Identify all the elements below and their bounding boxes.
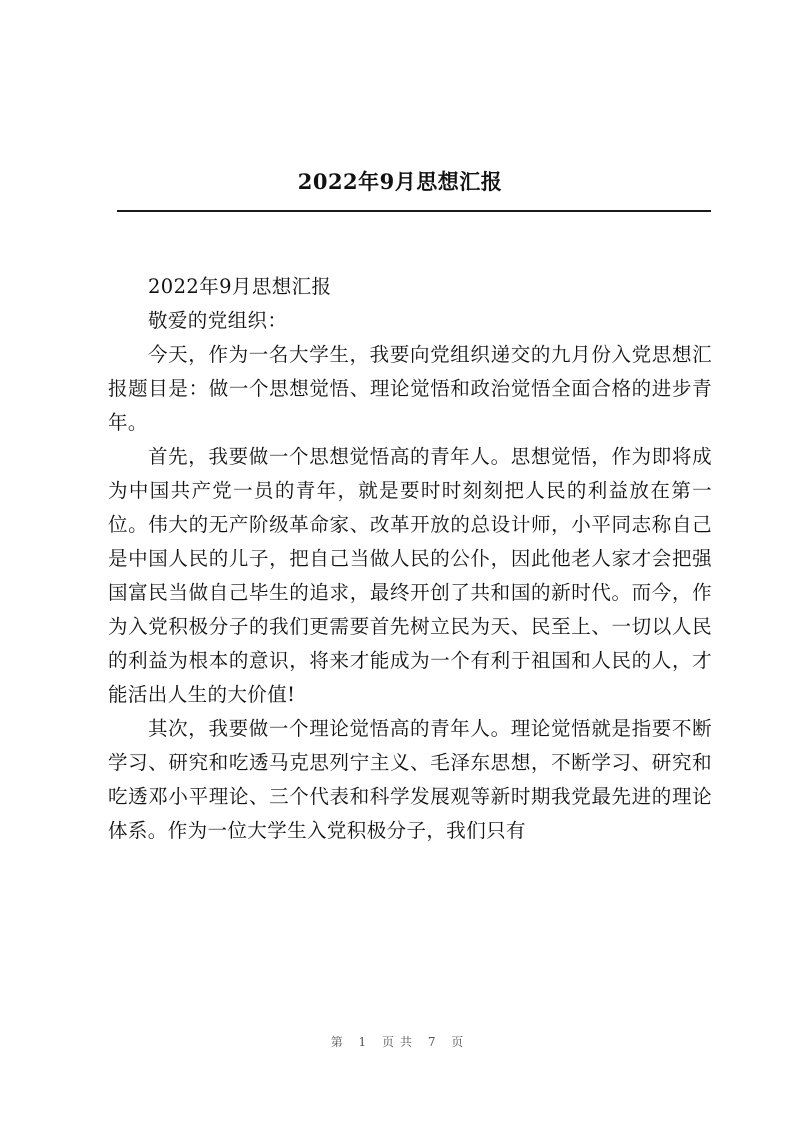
paragraph: 2022年9月思想汇报 bbox=[148, 275, 332, 298]
title-divider bbox=[117, 210, 711, 212]
paragraph: 其次，我要做一个理论觉悟高的青年人。理论觉悟就是指要不断学习、研究和吃透马克思列宁主义、毛泽东思想，不断学习、研究和吃透邓小平理论、三个代表和科学发展观等新时期我党最先进的理论体系。作为一位大学生入党积极分子，我们只有 bbox=[108, 717, 712, 842]
page-number-footer: 第 1 页共 7 页 bbox=[330, 1035, 470, 1049]
paragraph: 今天，作为一名大学生，我要向党组织递交的九月份入党思想汇报题目是：做一个思想觉悟、理论觉悟和政治觉悟全面合格的进步青年。 bbox=[108, 343, 712, 434]
paragraph: 首先，我要做一个思想觉悟高的青年人。思想觉悟，作为即将成为中国共产党一员的青年，就是要时时刻刻把人民的利益放在第一位。伟大的无产阶级革命家、改革开放的总设计师，小平同志称自己是中国人民的儿子，把自己当做人民的公仆，因此他老人家才会把强国富民当做自己毕生的追求，最终开创了共和国的新时代。而今，作为入党积极分子的我们更需要首先树立民为天、民至上、一切以人民的利益为根本的意识，将来才能成为一个有利于祖国和人民的人，才能活出人生的大价值! bbox=[108, 445, 712, 706]
paragraph: 敬爱的党组织： bbox=[148, 309, 288, 332]
page-title: 2022年9月思想汇报 bbox=[297, 169, 503, 194]
document-body bbox=[108, 270, 712, 848]
